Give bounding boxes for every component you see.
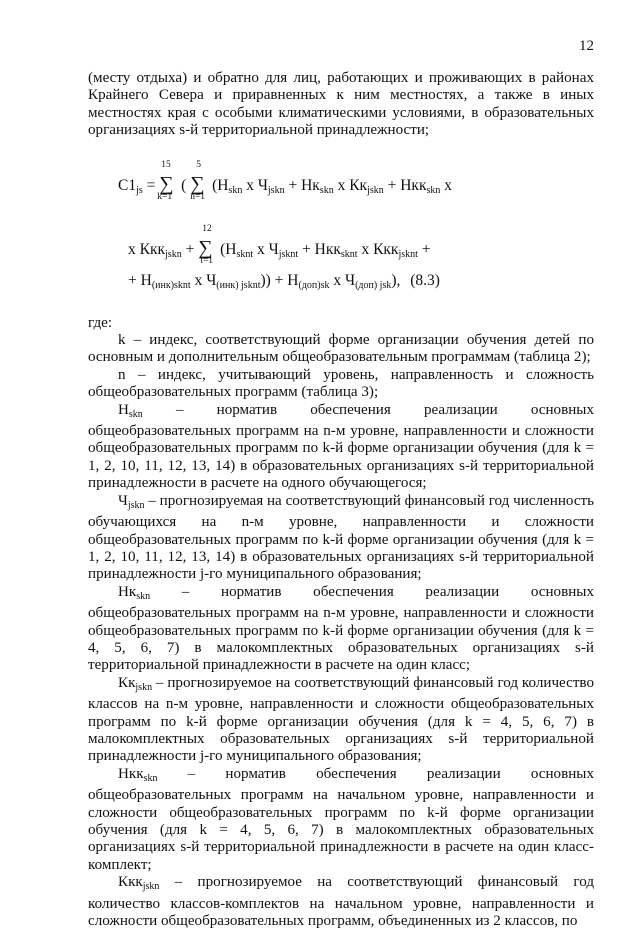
definitions-list (88, 332, 594, 930)
document-body (88, 70, 594, 930)
definition-text: k – индекс, соответствующий форме организации обучения детей по основным и дополнительным общеобразовательным программам (таблица 2); (88, 332, 594, 366)
where-label: где: (88, 314, 113, 331)
definition-text: – прогнозируемая на соответствующий финансовый год численность обучающихся на n-м уровне, направленности и сложности общеобразовательных программ по k-й форме организации обучения (для k = 1, 2, 10, 11, 12, 13, 14) в образовательных организациях s-й территориальной принадлежности j-го муниципального образования; (88, 492, 594, 583)
definition-symbol: Кк (118, 674, 136, 691)
definition-subscript: jskn (135, 681, 153, 693)
definition-symbol: Нк (118, 583, 137, 600)
definition-text: – норматив обеспечения реализации основных общеобразовательных программ на начальном уровне, направленности и сложности общеобразовательных программ по k-й форме организации обучения (для k = 4, 5, 6, 7) в малокомплектных образовательных организациях s-й территориальной принадлежности в расчете на один класс-комплект; (88, 765, 594, 873)
formula-line-3: + $Н_{(инк)sknt}$ х $Ч_{(инк) jsknt})) + Н_{(доп)sk}$ х $Ч_{(доп) jsk}$), (8.3) (128, 271, 440, 291)
definition-text: n – индекс, учитывающий уровень, направленность и сложность общеобразовательных программ (таблица 3); (88, 366, 594, 401)
definition-symbol: Нкк (118, 765, 144, 782)
definition-subscript: skn (128, 408, 143, 420)
definition-subscript: skn (136, 590, 151, 602)
definition-item (88, 402, 594, 493)
formula-8-3 (88, 140, 594, 295)
formula-line-1: $С1_{js}$ = 15 ∑ k=1 ( 5 ∑ n=1 ($Н_{skn}$ х $Ч_{jskn} + Нк_{skn}$ х $Кк_{jskn} + Нкк_{skn}$ х (118, 159, 453, 202)
definition-symbol: Н (118, 401, 129, 418)
definition-subscript: jskn (127, 499, 145, 511)
definition-item (88, 493, 594, 584)
definition-item (88, 675, 594, 766)
definition-item (88, 584, 594, 675)
definition-text: – прогнозируемое на соответствующий финансовый год количество классов-комплектов на начальном уровне, направленности и сложности общеобразовательных программ, объединенных из 2 классов, по (88, 874, 594, 930)
definition-item (88, 367, 594, 402)
definition-text: – норматив обеспечения реализации основных общеобразовательных программ на n-м уровне, направленности и сложности общеобразовательных программ по k-й форме организации обучения (для k = 1, 2, 10, 11, 12, 13, 14) в образовательных организациях s-й территориальной принадлежности в расчете на одного обучающегося; (88, 401, 594, 492)
formula-line-2: х Ккк$_{jskn}$ + 12 ∑ t=1 ($Н_{sknt}$ х $Ч_{jsknt} + Нкк_{sknt}$ х Ккк$_{jsknt}$ + (128, 223, 431, 266)
definition-symbol: Ккк (118, 874, 143, 891)
page-number: 12 (579, 38, 594, 54)
definition-text: – прогнозируемое на соответствующий финансовый год количество классов на n-м уровне, направленности и сложности общеобразовательных программ по k-й форме организации обучения (для k = 4, 5, 6, 7) в малокомплектных образовательных организациях s-й территориальной принадлежности j-го муниципального образования; (88, 674, 594, 765)
intro-paragraph: (месту отдыха) и обратно для лиц, работающих и проживающих в районах Крайнего Севера и приравненных к ним местностях, а также в иных местностях края с особыми климатическими условиями, в образовательных организациях s-й территориальной принадлежности; (88, 70, 594, 139)
definition-item (88, 874, 594, 930)
definition-item (88, 766, 594, 874)
definition-item (88, 332, 594, 367)
definition-subscript: jskn (142, 881, 160, 893)
definition-symbol: Ч (118, 492, 128, 509)
formula-number: (8.3) (410, 271, 440, 289)
definition-text: – норматив обеспечения реализации основных общеобразовательных программ на n-м уровне, направленности и сложности общеобразовательных программ по k-й форме организации обучения (для k = 4, 5, 6, 7) в малокомплектных образовательных организациях s-й территориальной принадлежности в расчете на один класс; (88, 583, 594, 674)
definition-subscript: skn (143, 772, 158, 784)
